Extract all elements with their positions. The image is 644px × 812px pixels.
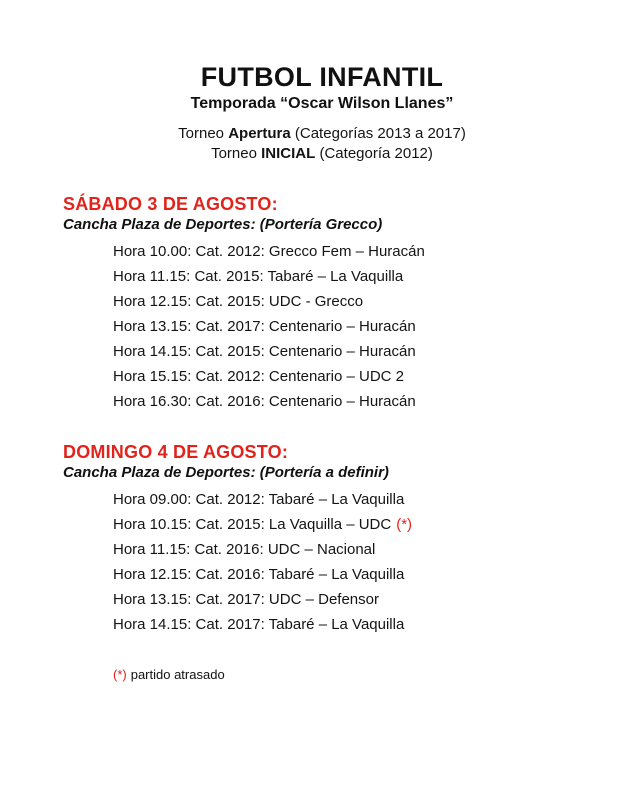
document-header [0, 0, 644, 164]
match-row [113, 264, 644, 289]
match-row [113, 389, 644, 414]
match-text: Hora 10.15: Cat. 2015: La Vaquilla – UDC [113, 516, 392, 533]
section-sunday [63, 442, 644, 637]
match-text: Hora 14.15: Cat. 2017: Tabaré – La Vaquilla [113, 616, 405, 633]
tournament-name: INICIAL [261, 145, 316, 162]
match-text: Hora 11.15: Cat. 2015: Tabaré – La Vaquilla [113, 268, 404, 285]
match-row [113, 612, 644, 637]
match-row [113, 364, 644, 389]
day-heading-saturday: SÁBADO 3 DE AGOSTO: [63, 194, 278, 214]
match-text: Hora 16.30: Cat. 2016: Centenario – Huracán [113, 393, 416, 410]
tournament-name: Apertura [228, 125, 291, 142]
match-row [113, 289, 644, 314]
match-row [113, 239, 644, 264]
match-row [113, 314, 644, 339]
match-text: Hora 09.00: Cat. 2012: Tabaré – La Vaquilla [113, 491, 405, 508]
match-row [113, 562, 644, 587]
tournament-categories: (Categorías 2013 a 2017) [290, 125, 466, 142]
match-row [113, 537, 644, 562]
match-text: Hora 10.00: Cat. 2012: Grecco Fem – Huracán [113, 243, 425, 260]
match-row [113, 512, 644, 537]
section-saturday [63, 194, 644, 414]
match-row [113, 587, 644, 612]
match-text: Hora 12.15: Cat. 2015: UDC - Grecco [113, 293, 364, 310]
venue-line-saturday: Cancha Plaza de Deportes: (Portería Grecco) [63, 216, 383, 233]
page-title: FUTBOL INFANTIL [200, 62, 444, 92]
match-text: Hora 13.15: Cat. 2017: Centenario – Huracán [113, 318, 416, 335]
footnote [113, 667, 644, 683]
tournament-line-apertura [0, 124, 644, 144]
match-list-saturday [63, 239, 644, 414]
match-list-sunday [63, 487, 644, 637]
footnote-marker: (*) [113, 667, 127, 682]
match-row [113, 339, 644, 364]
match-text: Hora 11.15: Cat. 2016: UDC – Nacional [113, 541, 376, 558]
delayed-match-marker: (*) [396, 516, 413, 533]
venue-line-sunday: Cancha Plaza de Deportes: (Portería a definir) [63, 464, 389, 481]
match-row [113, 487, 644, 512]
match-text: Hora 13.15: Cat. 2017: UDC – Defensor [113, 591, 379, 608]
match-text: Hora 14.15: Cat. 2015: Centenario – Huracán [113, 343, 416, 360]
tournament-categories: (Categoría 2012) [315, 145, 433, 162]
season-subtitle: Temporada “Oscar Wilson Llanes” [190, 95, 454, 112]
tournament-prefix: Torneo [178, 125, 229, 142]
tournament-lines [0, 124, 644, 164]
match-text: Hora 12.15: Cat. 2016: Tabaré – La Vaquilla [113, 566, 405, 583]
match-text: Hora 15.15: Cat. 2012: Centenario – UDC 2 [113, 368, 404, 385]
footnote-text: partido atrasado [130, 667, 225, 682]
tournament-line-inicial [0, 144, 644, 164]
tournament-prefix: Torneo [211, 145, 262, 162]
day-heading-sunday: DOMINGO 4 DE AGOSTO: [63, 442, 289, 462]
